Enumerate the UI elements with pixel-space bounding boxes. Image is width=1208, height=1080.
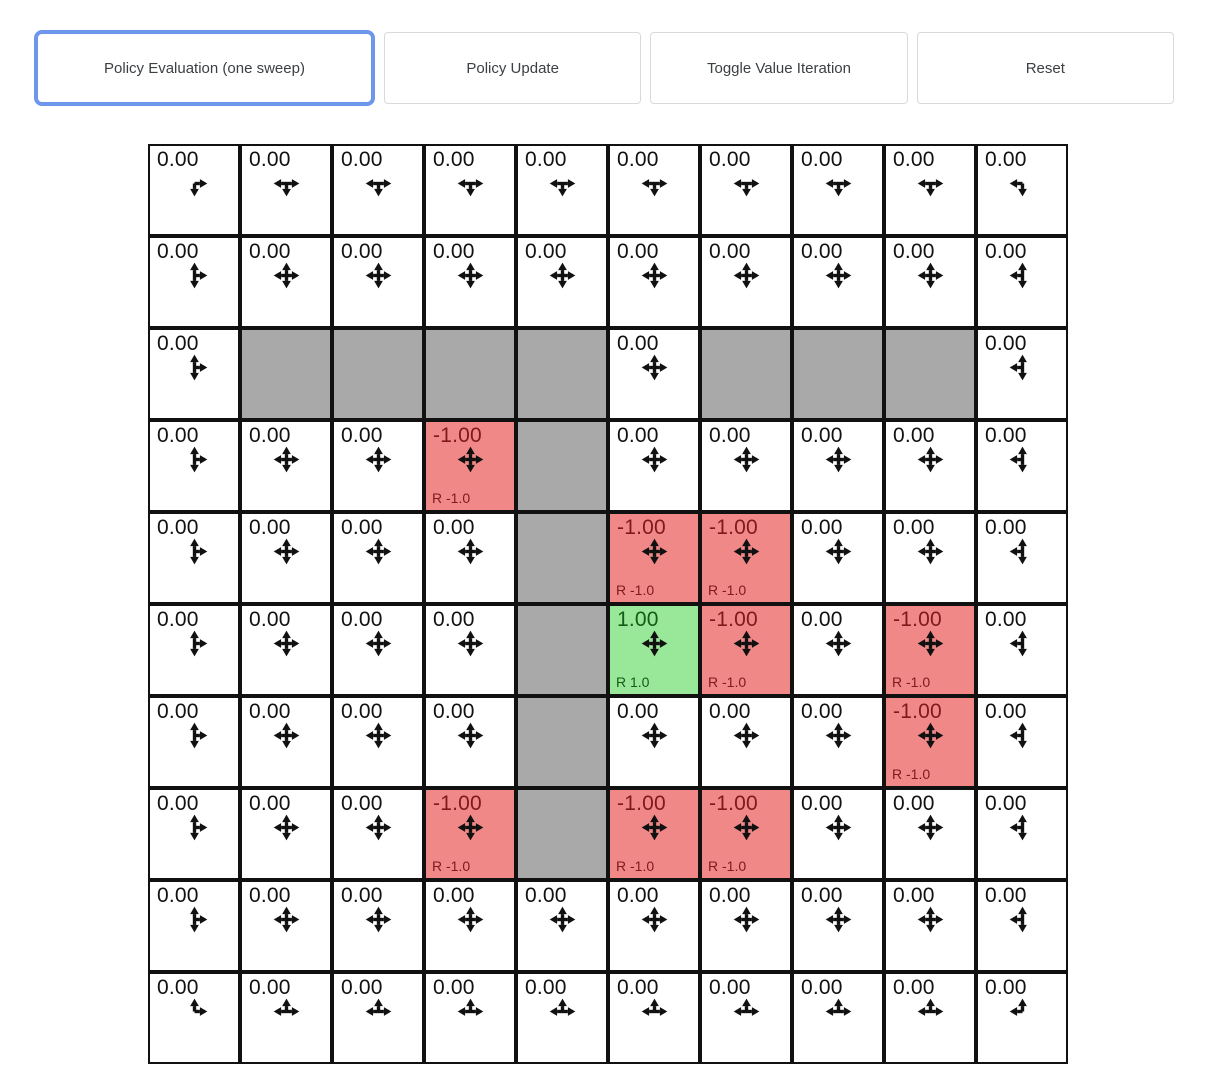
cell-value: 0.00 xyxy=(157,976,199,999)
grid-cell[interactable] xyxy=(148,604,240,696)
policy-arrows-icon xyxy=(886,630,974,657)
policy-arrows-icon xyxy=(150,262,238,289)
cell-value: 0.00 xyxy=(249,884,291,907)
grid-cell[interactable] xyxy=(608,512,700,604)
grid-cell[interactable] xyxy=(332,696,424,788)
policy-arrows-icon xyxy=(518,998,606,1025)
policy-update-button[interactable]: Policy Update xyxy=(384,32,641,104)
grid-cell[interactable] xyxy=(148,972,240,1064)
policy-arrows-icon xyxy=(886,170,974,197)
cell-value: 0.00 xyxy=(893,516,935,539)
cell-value: 0.00 xyxy=(525,884,567,907)
grid-cell[interactable] xyxy=(976,420,1068,512)
grid-cell[interactable] xyxy=(332,236,424,328)
policy-arrows-icon xyxy=(794,906,882,933)
policy-arrows-icon xyxy=(334,170,422,197)
grid-cell[interactable] xyxy=(700,972,792,1064)
grid-cell[interactable] xyxy=(332,144,424,236)
policy-arrows-icon xyxy=(610,538,698,565)
policy-arrows-icon xyxy=(702,998,790,1025)
policy-arrows-icon xyxy=(518,262,606,289)
grid-cell[interactable] xyxy=(884,236,976,328)
cell-value: 0.00 xyxy=(433,516,475,539)
policy-arrows-icon xyxy=(794,814,882,841)
policy-arrows-icon xyxy=(334,538,422,565)
policy-arrows-icon xyxy=(886,906,974,933)
policy-arrows-icon xyxy=(518,906,606,933)
grid-cell[interactable] xyxy=(332,880,424,972)
cell-value: 0.00 xyxy=(709,976,751,999)
cell-value: 0.00 xyxy=(985,976,1027,999)
grid-cell[interactable] xyxy=(608,328,700,420)
cell-reward-label: R -1.0 xyxy=(892,674,931,690)
policy-arrows-icon xyxy=(978,998,1066,1025)
policy-arrows-icon xyxy=(242,906,330,933)
grid-cell[interactable] xyxy=(884,144,976,236)
policy-arrows-icon xyxy=(426,262,514,289)
policy-arrows-icon xyxy=(426,722,514,749)
cell-value: 0.00 xyxy=(985,332,1027,355)
policy-arrows-icon xyxy=(242,538,330,565)
policy-arrows-icon xyxy=(794,170,882,197)
grid-wall-cell xyxy=(516,788,608,880)
cell-value: 0.00 xyxy=(617,700,659,723)
grid-cell[interactable] xyxy=(424,696,516,788)
grid-cell[interactable] xyxy=(148,236,240,328)
policy-arrows-icon xyxy=(150,538,238,565)
grid-cell[interactable] xyxy=(976,972,1068,1064)
grid-cell[interactable] xyxy=(240,236,332,328)
policy-arrows-icon xyxy=(334,446,422,473)
cell-value: -1.00 xyxy=(433,424,482,447)
cell-value: 0.00 xyxy=(801,424,843,447)
grid-cell[interactable] xyxy=(884,604,976,696)
cell-value: 0.00 xyxy=(341,424,383,447)
cell-reward-label: R 1.0 xyxy=(616,674,650,690)
grid-cell[interactable] xyxy=(608,604,700,696)
grid-cell[interactable] xyxy=(884,512,976,604)
policy-arrows-icon xyxy=(610,722,698,749)
grid-wall-cell xyxy=(516,420,608,512)
policy-arrows-icon xyxy=(426,814,514,841)
grid-cell[interactable] xyxy=(240,512,332,604)
grid-cell[interactable] xyxy=(148,512,240,604)
cell-value: 0.00 xyxy=(157,516,199,539)
cell-value: 0.00 xyxy=(157,608,199,631)
cell-value: 0.00 xyxy=(157,240,199,263)
grid-cell[interactable] xyxy=(608,880,700,972)
grid-cell[interactable] xyxy=(424,420,516,512)
policy-evaluation-button[interactable]: Policy Evaluation (one sweep) xyxy=(34,30,375,106)
grid-cell[interactable] xyxy=(792,420,884,512)
cell-value: 0.00 xyxy=(341,240,383,263)
grid-cell[interactable] xyxy=(700,788,792,880)
cell-reward-label: R -1.0 xyxy=(708,674,747,690)
grid-wall-cell xyxy=(240,328,332,420)
policy-arrows-icon xyxy=(978,722,1066,749)
grid-cell[interactable] xyxy=(608,420,700,512)
toggle-value-iteration-button[interactable]: Toggle Value Iteration xyxy=(650,32,907,104)
policy-arrows-icon xyxy=(978,630,1066,657)
policy-arrows-icon xyxy=(242,630,330,657)
cell-value: 0.00 xyxy=(985,516,1027,539)
grid-cell[interactable] xyxy=(700,512,792,604)
grid-cell[interactable] xyxy=(792,788,884,880)
grid-cell[interactable] xyxy=(148,880,240,972)
grid-container xyxy=(148,144,1208,1064)
cell-value: 0.00 xyxy=(801,240,843,263)
grid-wall-cell xyxy=(792,328,884,420)
policy-arrows-icon xyxy=(150,722,238,749)
grid-cell[interactable] xyxy=(792,144,884,236)
cell-value: 0.00 xyxy=(893,792,935,815)
grid-cell[interactable] xyxy=(976,328,1068,420)
grid-cell[interactable] xyxy=(516,972,608,1064)
grid-cell[interactable] xyxy=(240,420,332,512)
policy-arrows-icon xyxy=(978,906,1066,933)
policy-arrows-icon xyxy=(886,262,974,289)
policy-arrows-icon xyxy=(610,998,698,1025)
grid-cell[interactable] xyxy=(424,512,516,604)
policy-arrows-icon xyxy=(242,446,330,473)
grid-cell[interactable] xyxy=(792,604,884,696)
policy-arrows-icon xyxy=(702,170,790,197)
grid-wall-cell xyxy=(516,512,608,604)
grid-cell[interactable] xyxy=(240,972,332,1064)
cell-reward-label: R -1.0 xyxy=(892,766,931,782)
grid-cell[interactable] xyxy=(700,420,792,512)
policy-arrows-icon xyxy=(610,354,698,381)
grid-cell[interactable] xyxy=(608,972,700,1064)
policy-arrows-icon xyxy=(150,998,238,1025)
policy-arrows-icon xyxy=(610,630,698,657)
policy-arrows-icon xyxy=(334,998,422,1025)
cell-value: 0.00 xyxy=(341,792,383,815)
cell-reward-label: R -1.0 xyxy=(432,858,471,874)
cell-value: 0.00 xyxy=(525,976,567,999)
cell-value: 0.00 xyxy=(617,976,659,999)
grid-cell[interactable] xyxy=(700,604,792,696)
cell-reward-label: R -1.0 xyxy=(708,582,747,598)
grid-cell[interactable] xyxy=(516,236,608,328)
cell-value: 0.00 xyxy=(893,424,935,447)
cell-reward-label: R -1.0 xyxy=(432,490,471,506)
policy-arrows-icon xyxy=(794,538,882,565)
policy-arrows-icon xyxy=(334,814,422,841)
cell-value: 0.00 xyxy=(617,148,659,171)
grid-wall-cell xyxy=(700,328,792,420)
grid-cell[interactable] xyxy=(516,144,608,236)
cell-value: 0.00 xyxy=(801,148,843,171)
cell-value: 0.00 xyxy=(893,976,935,999)
policy-arrows-icon xyxy=(426,170,514,197)
policy-arrows-icon xyxy=(978,538,1066,565)
grid-cell[interactable] xyxy=(424,972,516,1064)
cell-value: 0.00 xyxy=(801,700,843,723)
grid-cell[interactable] xyxy=(884,420,976,512)
policy-arrows-icon xyxy=(794,446,882,473)
policy-arrows-icon xyxy=(886,538,974,565)
grid-cell[interactable] xyxy=(240,696,332,788)
policy-arrows-icon xyxy=(426,998,514,1025)
policy-arrows-icon xyxy=(702,906,790,933)
policy-arrows-icon xyxy=(426,630,514,657)
cell-value: 0.00 xyxy=(341,516,383,539)
grid-cell[interactable] xyxy=(240,604,332,696)
cell-value: 0.00 xyxy=(433,608,475,631)
cell-value: 0.00 xyxy=(985,240,1027,263)
policy-arrows-icon xyxy=(794,630,882,657)
cell-value: 0.00 xyxy=(341,884,383,907)
policy-arrows-icon xyxy=(518,170,606,197)
grid-cell[interactable] xyxy=(240,880,332,972)
grid-cell[interactable] xyxy=(332,512,424,604)
policy-arrows-icon xyxy=(610,446,698,473)
policy-arrows-icon xyxy=(978,262,1066,289)
grid-wall-cell xyxy=(516,328,608,420)
cell-value: 0.00 xyxy=(801,792,843,815)
cell-value: 0.00 xyxy=(249,608,291,631)
policy-arrows-icon xyxy=(886,814,974,841)
policy-arrows-icon xyxy=(242,170,330,197)
cell-value: 1.00 xyxy=(617,608,659,631)
cell-value: 0.00 xyxy=(341,700,383,723)
policy-arrows-icon xyxy=(886,722,974,749)
cell-value: 0.00 xyxy=(157,424,199,447)
grid-cell[interactable] xyxy=(976,788,1068,880)
cell-value: 0.00 xyxy=(801,608,843,631)
cell-value: 0.00 xyxy=(157,884,199,907)
grid-cell[interactable] xyxy=(608,696,700,788)
grid-cell[interactable] xyxy=(700,236,792,328)
policy-arrows-icon xyxy=(702,630,790,657)
policy-arrows-icon xyxy=(610,906,698,933)
grid-cell[interactable] xyxy=(332,972,424,1064)
policy-arrows-icon xyxy=(242,262,330,289)
policy-arrows-icon xyxy=(150,630,238,657)
cell-value: 0.00 xyxy=(433,884,475,907)
cell-value: 0.00 xyxy=(709,240,751,263)
grid-cell[interactable] xyxy=(424,144,516,236)
policy-arrows-icon xyxy=(610,170,698,197)
policy-arrows-icon xyxy=(242,998,330,1025)
grid-cell[interactable] xyxy=(884,880,976,972)
grid-cell[interactable] xyxy=(884,972,976,1064)
grid-cell[interactable] xyxy=(148,696,240,788)
policy-arrows-icon xyxy=(334,906,422,933)
policy-arrows-icon xyxy=(610,262,698,289)
grid-cell[interactable] xyxy=(332,788,424,880)
policy-arrows-icon xyxy=(702,722,790,749)
cell-value: -1.00 xyxy=(709,792,758,815)
cell-value: 0.00 xyxy=(985,792,1027,815)
policy-arrows-icon xyxy=(978,814,1066,841)
grid-cell[interactable] xyxy=(240,144,332,236)
policy-arrows-icon xyxy=(794,998,882,1025)
grid-wall-cell xyxy=(516,604,608,696)
cell-value: 0.00 xyxy=(433,700,475,723)
grid-cell[interactable] xyxy=(976,144,1068,236)
cell-value: 0.00 xyxy=(801,516,843,539)
grid-cell[interactable] xyxy=(148,328,240,420)
cell-value: 0.00 xyxy=(985,424,1027,447)
cell-value: 0.00 xyxy=(249,148,291,171)
cell-value: 0.00 xyxy=(617,240,659,263)
cell-reward-label: R -1.0 xyxy=(616,858,655,874)
policy-arrows-icon xyxy=(702,538,790,565)
policy-arrows-icon xyxy=(150,814,238,841)
gridworld xyxy=(148,144,1068,1064)
cell-value: 0.00 xyxy=(709,884,751,907)
grid-cell[interactable] xyxy=(700,144,792,236)
cell-value: 0.00 xyxy=(617,332,659,355)
cell-value: 0.00 xyxy=(525,240,567,263)
policy-arrows-icon xyxy=(150,354,238,381)
cell-value: 0.00 xyxy=(433,976,475,999)
grid-cell[interactable] xyxy=(792,696,884,788)
policy-arrows-icon xyxy=(426,906,514,933)
cell-value: 0.00 xyxy=(433,148,475,171)
cell-value: -1.00 xyxy=(433,792,482,815)
cell-value: 0.00 xyxy=(985,148,1027,171)
cell-value: 0.00 xyxy=(341,608,383,631)
cell-value: -1.00 xyxy=(893,700,942,723)
grid-cell[interactable] xyxy=(884,788,976,880)
grid-cell[interactable] xyxy=(148,144,240,236)
cell-value: -1.00 xyxy=(709,608,758,631)
cell-value: 0.00 xyxy=(709,424,751,447)
grid-cell[interactable] xyxy=(792,972,884,1064)
policy-arrows-icon xyxy=(610,814,698,841)
grid-wall-cell xyxy=(332,328,424,420)
cell-value: 0.00 xyxy=(525,148,567,171)
policy-arrows-icon xyxy=(150,446,238,473)
policy-arrows-icon xyxy=(886,998,974,1025)
cell-value: 0.00 xyxy=(893,240,935,263)
policy-arrows-icon xyxy=(702,814,790,841)
policy-arrows-icon xyxy=(334,630,422,657)
grid-cell[interactable] xyxy=(976,696,1068,788)
cell-value: 0.00 xyxy=(893,148,935,171)
policy-arrows-icon xyxy=(334,722,422,749)
policy-arrows-icon xyxy=(150,170,238,197)
policy-arrows-icon xyxy=(426,538,514,565)
cell-value: 0.00 xyxy=(801,976,843,999)
policy-arrows-icon xyxy=(978,446,1066,473)
policy-arrows-icon xyxy=(702,446,790,473)
cell-value: 0.00 xyxy=(709,700,751,723)
grid-cell[interactable] xyxy=(240,788,332,880)
cell-value: -1.00 xyxy=(893,608,942,631)
grid-cell[interactable] xyxy=(424,880,516,972)
cell-value: 0.00 xyxy=(157,332,199,355)
cell-value: 0.00 xyxy=(985,700,1027,723)
grid-cell[interactable] xyxy=(792,880,884,972)
cell-value: 0.00 xyxy=(985,884,1027,907)
cell-value: -1.00 xyxy=(617,516,666,539)
policy-arrows-icon xyxy=(242,722,330,749)
reset-button[interactable]: Reset xyxy=(917,32,1174,104)
grid-cell[interactable] xyxy=(884,696,976,788)
policy-arrows-icon xyxy=(886,446,974,473)
grid-cell[interactable] xyxy=(332,604,424,696)
cell-value: 0.00 xyxy=(249,240,291,263)
grid-cell[interactable] xyxy=(700,696,792,788)
cell-value: 0.00 xyxy=(157,148,199,171)
grid-cell[interactable] xyxy=(792,236,884,328)
cell-value: 0.00 xyxy=(985,608,1027,631)
grid-cell[interactable] xyxy=(608,788,700,880)
grid-wall-cell xyxy=(424,328,516,420)
cell-value: 0.00 xyxy=(617,424,659,447)
cell-reward-label: R -1.0 xyxy=(708,858,747,874)
cell-value: 0.00 xyxy=(157,792,199,815)
policy-arrows-icon xyxy=(702,262,790,289)
toolbar xyxy=(0,0,1208,106)
policy-arrows-icon xyxy=(426,446,514,473)
grid-cell[interactable] xyxy=(424,236,516,328)
grid-cell[interactable] xyxy=(148,420,240,512)
cell-value: 0.00 xyxy=(709,148,751,171)
cell-value: 0.00 xyxy=(801,884,843,907)
cell-value: 0.00 xyxy=(617,884,659,907)
cell-value: 0.00 xyxy=(249,516,291,539)
cell-value: 0.00 xyxy=(249,424,291,447)
grid-cell[interactable] xyxy=(976,236,1068,328)
cell-value: -1.00 xyxy=(617,792,666,815)
grid-cell[interactable] xyxy=(700,880,792,972)
grid-cell[interactable] xyxy=(148,788,240,880)
policy-arrows-icon xyxy=(978,170,1066,197)
grid-cell[interactable] xyxy=(608,236,700,328)
grid-wall-cell xyxy=(884,328,976,420)
cell-value: 0.00 xyxy=(157,700,199,723)
policy-arrows-icon xyxy=(150,906,238,933)
cell-value: -1.00 xyxy=(709,516,758,539)
grid-cell[interactable] xyxy=(424,788,516,880)
grid-cell[interactable] xyxy=(332,420,424,512)
cell-value: 0.00 xyxy=(341,976,383,999)
policy-arrows-icon xyxy=(334,262,422,289)
cell-value: 0.00 xyxy=(341,148,383,171)
policy-arrows-icon xyxy=(978,354,1066,381)
grid-cell[interactable] xyxy=(792,512,884,604)
policy-arrows-icon xyxy=(794,262,882,289)
grid-cell[interactable] xyxy=(424,604,516,696)
policy-arrows-icon xyxy=(794,722,882,749)
grid-cell[interactable] xyxy=(976,880,1068,972)
cell-reward-label: R -1.0 xyxy=(616,582,655,598)
grid-cell[interactable] xyxy=(976,512,1068,604)
cell-value: 0.00 xyxy=(249,700,291,723)
cell-value: 0.00 xyxy=(249,792,291,815)
policy-arrows-icon xyxy=(242,814,330,841)
grid-cell[interactable] xyxy=(608,144,700,236)
grid-cell[interactable] xyxy=(976,604,1068,696)
cell-value: 0.00 xyxy=(433,240,475,263)
cell-value: 0.00 xyxy=(893,884,935,907)
grid-wall-cell xyxy=(516,696,608,788)
cell-value: 0.00 xyxy=(249,976,291,999)
grid-cell[interactable] xyxy=(516,880,608,972)
